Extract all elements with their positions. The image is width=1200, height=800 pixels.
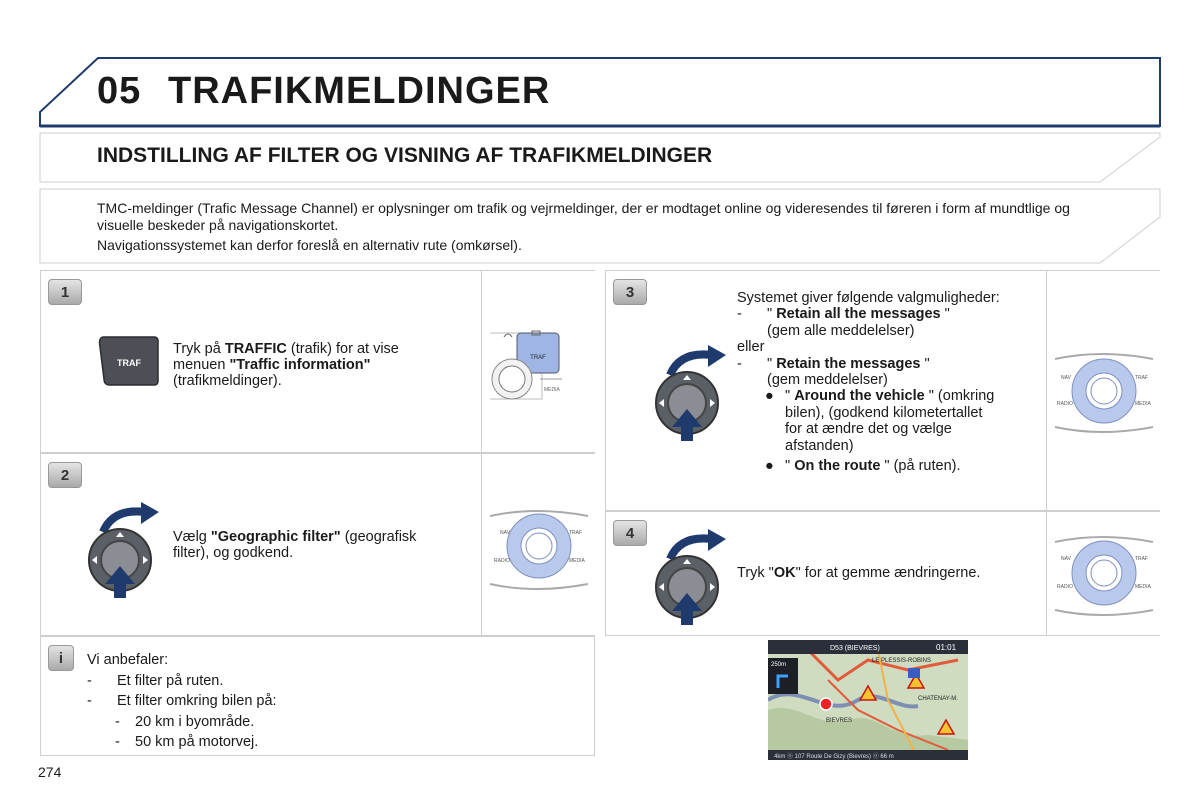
option-retain: - " Retain the messages " (gem meddelelser) [737, 355, 930, 389]
intro-line-1: TMC-meldinger (Trafic Message Channel) er oplysninger om trafik og vejrmeldinger, der er modtaget online og videresendes til føreren i form af mundtlige og visuelle beskeder på navigationskortet. [97, 200, 1070, 233]
panel-nav-label: NAV [1061, 375, 1071, 381]
step-2-badge: 2 [48, 462, 82, 488]
step-4-panel-image [1046, 512, 1160, 635]
intro-line-2: Navigationssystemet kan derfor foreslå en alternativ rute (omkørsel). [97, 237, 522, 253]
step-2-text: Vælg "Geographic filter" (geografisk filter), og godkend. [173, 529, 417, 561]
panel-traf-label: TRAF [1135, 375, 1149, 381]
step-3-intro: Systemet giver følgende valgmuligheder: [737, 290, 1000, 306]
tip-item: - Et filter på ruten. [87, 672, 224, 689]
page-number: 274 [38, 764, 62, 780]
step-3-box [605, 270, 1160, 511]
panel-nav-label: NAV [1061, 556, 1071, 562]
page-header [0, 0, 1200, 140]
suboption-on-route: ● " On the route " (på ruten). [765, 458, 961, 475]
suboption-around-vehicle: ● " Around the vehicle " (omkring bilen), (godkend kilometertallet for at ændre det og vælge afstanden) [765, 388, 995, 454]
panel-radio-label: RADIO [1057, 401, 1073, 407]
control-panel-illustration [482, 271, 596, 452]
chapter-title: TRAFIKMELDINGER [168, 70, 551, 112]
map-status-bar: 4km ⓪ 107 Route De Gizy (Bievres) ⓪ 66 m [774, 754, 894, 760]
panel-traf-label: TRAF [1135, 556, 1149, 562]
tip-item: - Et filter omkring bilen på: [87, 693, 277, 709]
map-distance: 250m [771, 662, 787, 668]
map-town-1: LE PLESSIS-ROBINS [872, 658, 932, 664]
panel-radio-label: RADIO [494, 558, 510, 564]
rotary-knob-press-icon [83, 502, 163, 602]
info-icon: i [48, 645, 74, 671]
rotary-knob-press-icon [650, 529, 730, 629]
traffic-button-label: TRAF [117, 358, 141, 368]
chapter-number: 05 [97, 70, 142, 112]
navigation-controller-illustration [482, 454, 596, 635]
step-3-badge: 3 [613, 279, 647, 305]
map-time: 01:01 [936, 643, 957, 652]
panel-traf-label: TRAF [530, 355, 546, 361]
rotary-knob-press-icon [650, 345, 730, 445]
step-3-panel-image [1046, 271, 1160, 510]
tip-text [87, 650, 567, 753]
step-3-text [737, 290, 1032, 474]
navigation-map-screenshot [768, 640, 968, 760]
panel-radio-label: RADIO [1057, 584, 1073, 590]
option-retain-all: - " Retain all the messages " (gem alle meddelelser) [737, 306, 950, 339]
map-illustration [768, 640, 968, 760]
traffic-button-icon [96, 333, 160, 389]
step-1-box [40, 270, 595, 453]
panel-media-label: MEDIA [569, 558, 585, 564]
panel-media-label: MEDIA [544, 387, 560, 393]
panel-nav-label: NAV [500, 530, 510, 536]
panel-media-label: MEDIA [1135, 584, 1151, 590]
map-town-3: BIEVRES [826, 718, 853, 724]
step-1-panel-image [481, 271, 595, 452]
panel-media-label: MEDIA [1135, 401, 1151, 407]
step-1-text: Tryk på TRAFFIC (trafik) for at vise menuen "Traffic information" (trafikmeldinger). [173, 341, 399, 389]
step-4-text: Tryk "OK" for at gemme ændringerne. [737, 565, 981, 581]
map-road-name: D53 (BIEVRES) [830, 645, 880, 652]
tip-subitem: - 20 km i byområde. [115, 713, 255, 730]
map-town-2: CHATENAY-M. [918, 696, 958, 702]
step-3-or: eller [737, 339, 765, 356]
step-4-badge: 4 [613, 520, 647, 546]
section-title: INDSTILLING AF FILTER OG VISNING AF TRAFIKMELDINGER [97, 144, 713, 167]
panel-traf-label: TRAF [569, 530, 583, 536]
navigation-controller-illustration [1047, 512, 1161, 635]
intro-text [97, 200, 1112, 257]
navigation-controller-illustration [1047, 271, 1161, 510]
step-1-badge: 1 [48, 279, 82, 305]
step-2-box [40, 453, 595, 636]
tip-subitem: - 50 km på motorvej. [115, 734, 259, 750]
step-4-box [605, 511, 1160, 636]
step-2-panel-image [481, 454, 595, 635]
tip-title: Vi anbefaler: [87, 652, 169, 668]
tip-box [40, 636, 595, 756]
